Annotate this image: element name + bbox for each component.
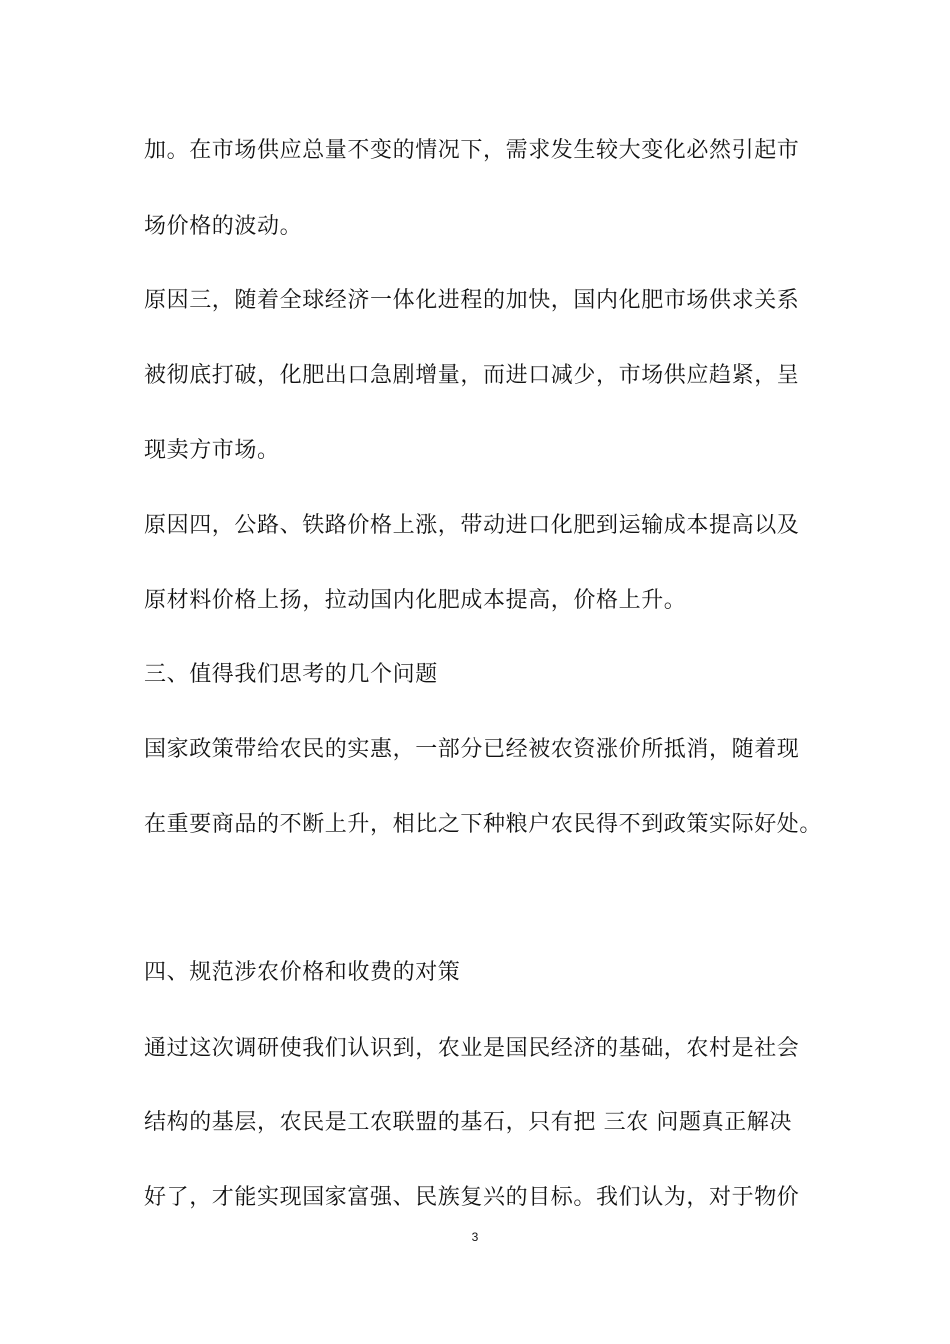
text-line: 原因三，随着全球经济一体化进程的加快，国内化肥市场供求关系 bbox=[144, 288, 800, 313]
page-number: 3 bbox=[471, 1230, 479, 1244]
text-line: 加。在市场供应总量不变的情况下，需求发生较大变化必然引起市 bbox=[144, 138, 800, 163]
text-line: 在重要商品的不断上升，相比之下种粮户农民得不到政策实际好处。 bbox=[144, 812, 823, 837]
text-line: 好了，才能实现国家富强、民族复兴的目标。我们认为，对于物价 bbox=[144, 1185, 800, 1210]
text-line: 被彻底打破，化肥出口急剧增量，而进口减少，市场供应趋紧，呈 bbox=[144, 363, 800, 388]
text-line: 国家政策带给农民的实惠，一部分已经被农资涨价所抵消，随着现 bbox=[144, 737, 800, 762]
text-line: 场价格的波动。 bbox=[144, 214, 303, 239]
text-line: 现卖方市场。 bbox=[144, 438, 280, 463]
section-heading: 三、值得我们思考的几个问题 bbox=[144, 662, 438, 687]
text-line: 结构的基层，农民是工农联盟的基石，只有把 三农 问题真正解决 bbox=[144, 1110, 792, 1135]
text-line: 通过这次调研使我们认识到，农业是国民经济的基础，农村是社会 bbox=[144, 1036, 800, 1061]
text-line: 原因四，公路、铁路价格上涨，带动进口化肥到运输成本提高以及 bbox=[144, 513, 800, 538]
text-line: 原材料价格上扬，拉动国内化肥成本提高，价格上升。 bbox=[144, 588, 687, 613]
section-heading: 四、规范涉农价格和收费的对策 bbox=[144, 960, 461, 985]
